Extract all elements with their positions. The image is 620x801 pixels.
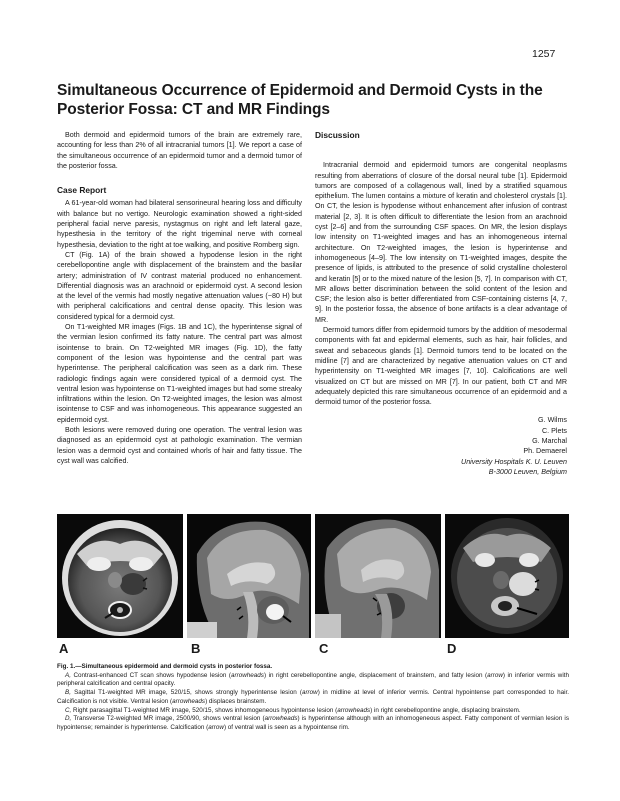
discussion-heading: Discussion xyxy=(315,130,360,140)
author-name: C. Plets xyxy=(542,426,567,435)
caption-panel-a: A, Contrast-enhanced CT scan shows hypodense lesion (arrowheads) in right cerebellopontine angle, displacement of brainstem, and fatty lesion (arrow) in inferior vermis with peripheral calcification and central opacity. xyxy=(57,671,569,688)
case-report-heading: Case Report xyxy=(57,185,107,196)
case-report-paragraph: CT (Fig. 1A) of the brain showed a hypodense lesion in the right cerebellopontine angle with displacement of the brainstem and the basilar artery; administration of IV contrast material produced no enhancement. Differential diagnosis was an arachnoid or epidermoid cyst. A second lesion at the level of the vermis had mostly negative attenuation values (−80 H) but with peripheral calcifications and central dense opacity. This lesion was considered typical for a dermoid cyst. xyxy=(57,250,302,321)
caption-panel-b: B, Sagittal T1-weighted MR image, 520/15, shows strongly hyperintense lesion (arrow) in midline at level of inferior vermis. Central hypointense part corresponded to hair. Calcification is not visible. Ventral lesion (arrowheads) displaces brainstem. xyxy=(57,689,569,705)
article-title: Simultaneous Occurrence of Epidermoid and Dermoid Cysts in the Posterior Fossa: CT and MR Findings xyxy=(57,82,543,118)
case-report-paragraph: Both lesions were removed during one operation. The ventral lesion was diagnosed as an epidermoid cyst at pathologic examination. The vermian lesion was a dermoid cyst and contained whorls of hair and fatty tissue. The cyst wall was calcified. xyxy=(57,426,302,465)
caption-panel-c: C, Right parasagittal T1-weighted MR image, 520/15, shows inhomogeneous hypointense lesion (arrowheads) in right cerebellopontine angle, displacing brainstem. xyxy=(65,706,521,714)
right-column xyxy=(315,130,567,477)
left-column xyxy=(57,130,302,466)
mr-image-b xyxy=(187,514,311,638)
panel-label: D xyxy=(447,641,457,656)
panel-label: A xyxy=(59,641,69,656)
caption-title: Fig. 1.—Simultaneous epidermoid and dermoid cysts in posterior fossa. xyxy=(57,663,273,670)
address: B-3000 Leuven, Belgium xyxy=(488,467,567,476)
author-name: G. Marchal xyxy=(532,437,567,446)
mr-image-c xyxy=(315,514,441,638)
figure-caption xyxy=(57,663,569,733)
caption-panel-d: D, Transverse T2-weighted MR image, 2500/90, shows ventral lesion (arrowheads) is hyperintense although with an inhomogeneous aspect. Fatty component of vermian lesion is hypointense; remainder is hyperintense. Calcification (arrow) of ventral wall is seen as a hypointense rim. xyxy=(57,715,569,731)
figure-1 xyxy=(57,514,569,656)
author-signature xyxy=(315,415,567,477)
abstract: Both dermoid and epidermoid tumors of the brain are extremely rare, accounting for less than 2% of all intracranial tumors [1]. We report a case of the simultaneous occurrence of an epidermoid tumor and a dermoid tumor of the posterior fossa. xyxy=(57,131,302,170)
case-report-paragraph: A 61-year-old woman had bilateral sensorineural hearing loss and difficulty with balance but no vertigo. Neurologic examination showed a right-sided peripheral facial nerve paresis, nystagmus on right and left lateral gaze, hypesthesia in the territory of the right trigeminal nerve with corneal hypesthesia, deviation to the right at toe walking, and positive Romberg sign. xyxy=(57,199,302,249)
page-number: 1257 xyxy=(532,48,556,60)
ct-scan-image-a xyxy=(57,514,183,638)
case-report-paragraph: On T1-weighted MR images (Figs. 1B and 1C), the hyperintense signal of the vermian lesion confirmed its fatty nature. The central part was almost isointense to brain. On T2-weighted MR images (Fig. 1D), the fatty component of the lesion was hypointense and the central part was hyperintense. The peripheral calcification was seen as a dark rim. These radiologic findings again were considered typical of a dermoid cyst. The ventral lesion was hypointense on T1-weighted images but had some streaky infiltrations within the lesion. On T2-weighted images, the lesion was almost isointense to CSF and was inhomogeneous. This appearance suggested an epidermoid cyst. xyxy=(57,323,302,424)
author-name: Ph. Demaerel xyxy=(523,447,567,456)
panel-label: B xyxy=(191,641,201,656)
panel-label: C xyxy=(319,641,329,656)
discussion-paragraph: Dermoid tumors differ from epidermoid tumors by the addition of mesodermal components with fat and epidermal elements, such as hair, hair follicles, and sweat and sebaceous glands [1]. Dermoid tumors tend to be located on the midline [7] and are characterized by negative attenuation values on CT and hyperintensity on T1-weighted MR images [7, 10]. Calcifications are well visualized on CT but are missed on MR [7]. In our patient, both CT and MR adequately depicted this rare simultaneous occurrence of an epidermoid and a dermoid tumor of the posterior fossa. xyxy=(315,326,567,407)
author-name: G. Wilms xyxy=(538,416,567,425)
institution: University Hospitals K. U. Leuven xyxy=(461,457,567,466)
discussion-paragraph: Intracranial dermoid and epidermoid tumors are congenital neoplasms resulting from aberrations of closure of the dorsal neural tube [1]. Epidermoid tumors are composed of a collagenous wall, lined by a stratified squamous epithelium. The lumen contains a mixture of keratin and cholesterol crystals [1]. On CT, the lesion is hypodense without enhancement after infusion of contrast material [2, 3]. It is often difficult to differentiate the lesion from an arachnoid cyst [2–6] and from the surrounding CSF spaces. On MR, the lesion displays low intensity on T1-weighted images and has an inhomogeneous internal architecture. On T2-weighted images, the lesion is hyperintense and inhomogeneous [4–9]. The low intensity on T1-weighted images, despite the presence of lipids, is attributed to the presence of solid crystalline cholesterol and keratin [5] or to the mixed nature of the lesion [5, 7]. In comparison with CT, MR allows better discrimination between the solid content of the lesion and CSF; the lesion also is better differentiated from CSF-containing cisterns [4, 7, 9]. In the posterior fossa, the absence of bone artifacts is a clear advantage of MR. xyxy=(315,161,567,324)
mr-image-d xyxy=(445,514,569,638)
